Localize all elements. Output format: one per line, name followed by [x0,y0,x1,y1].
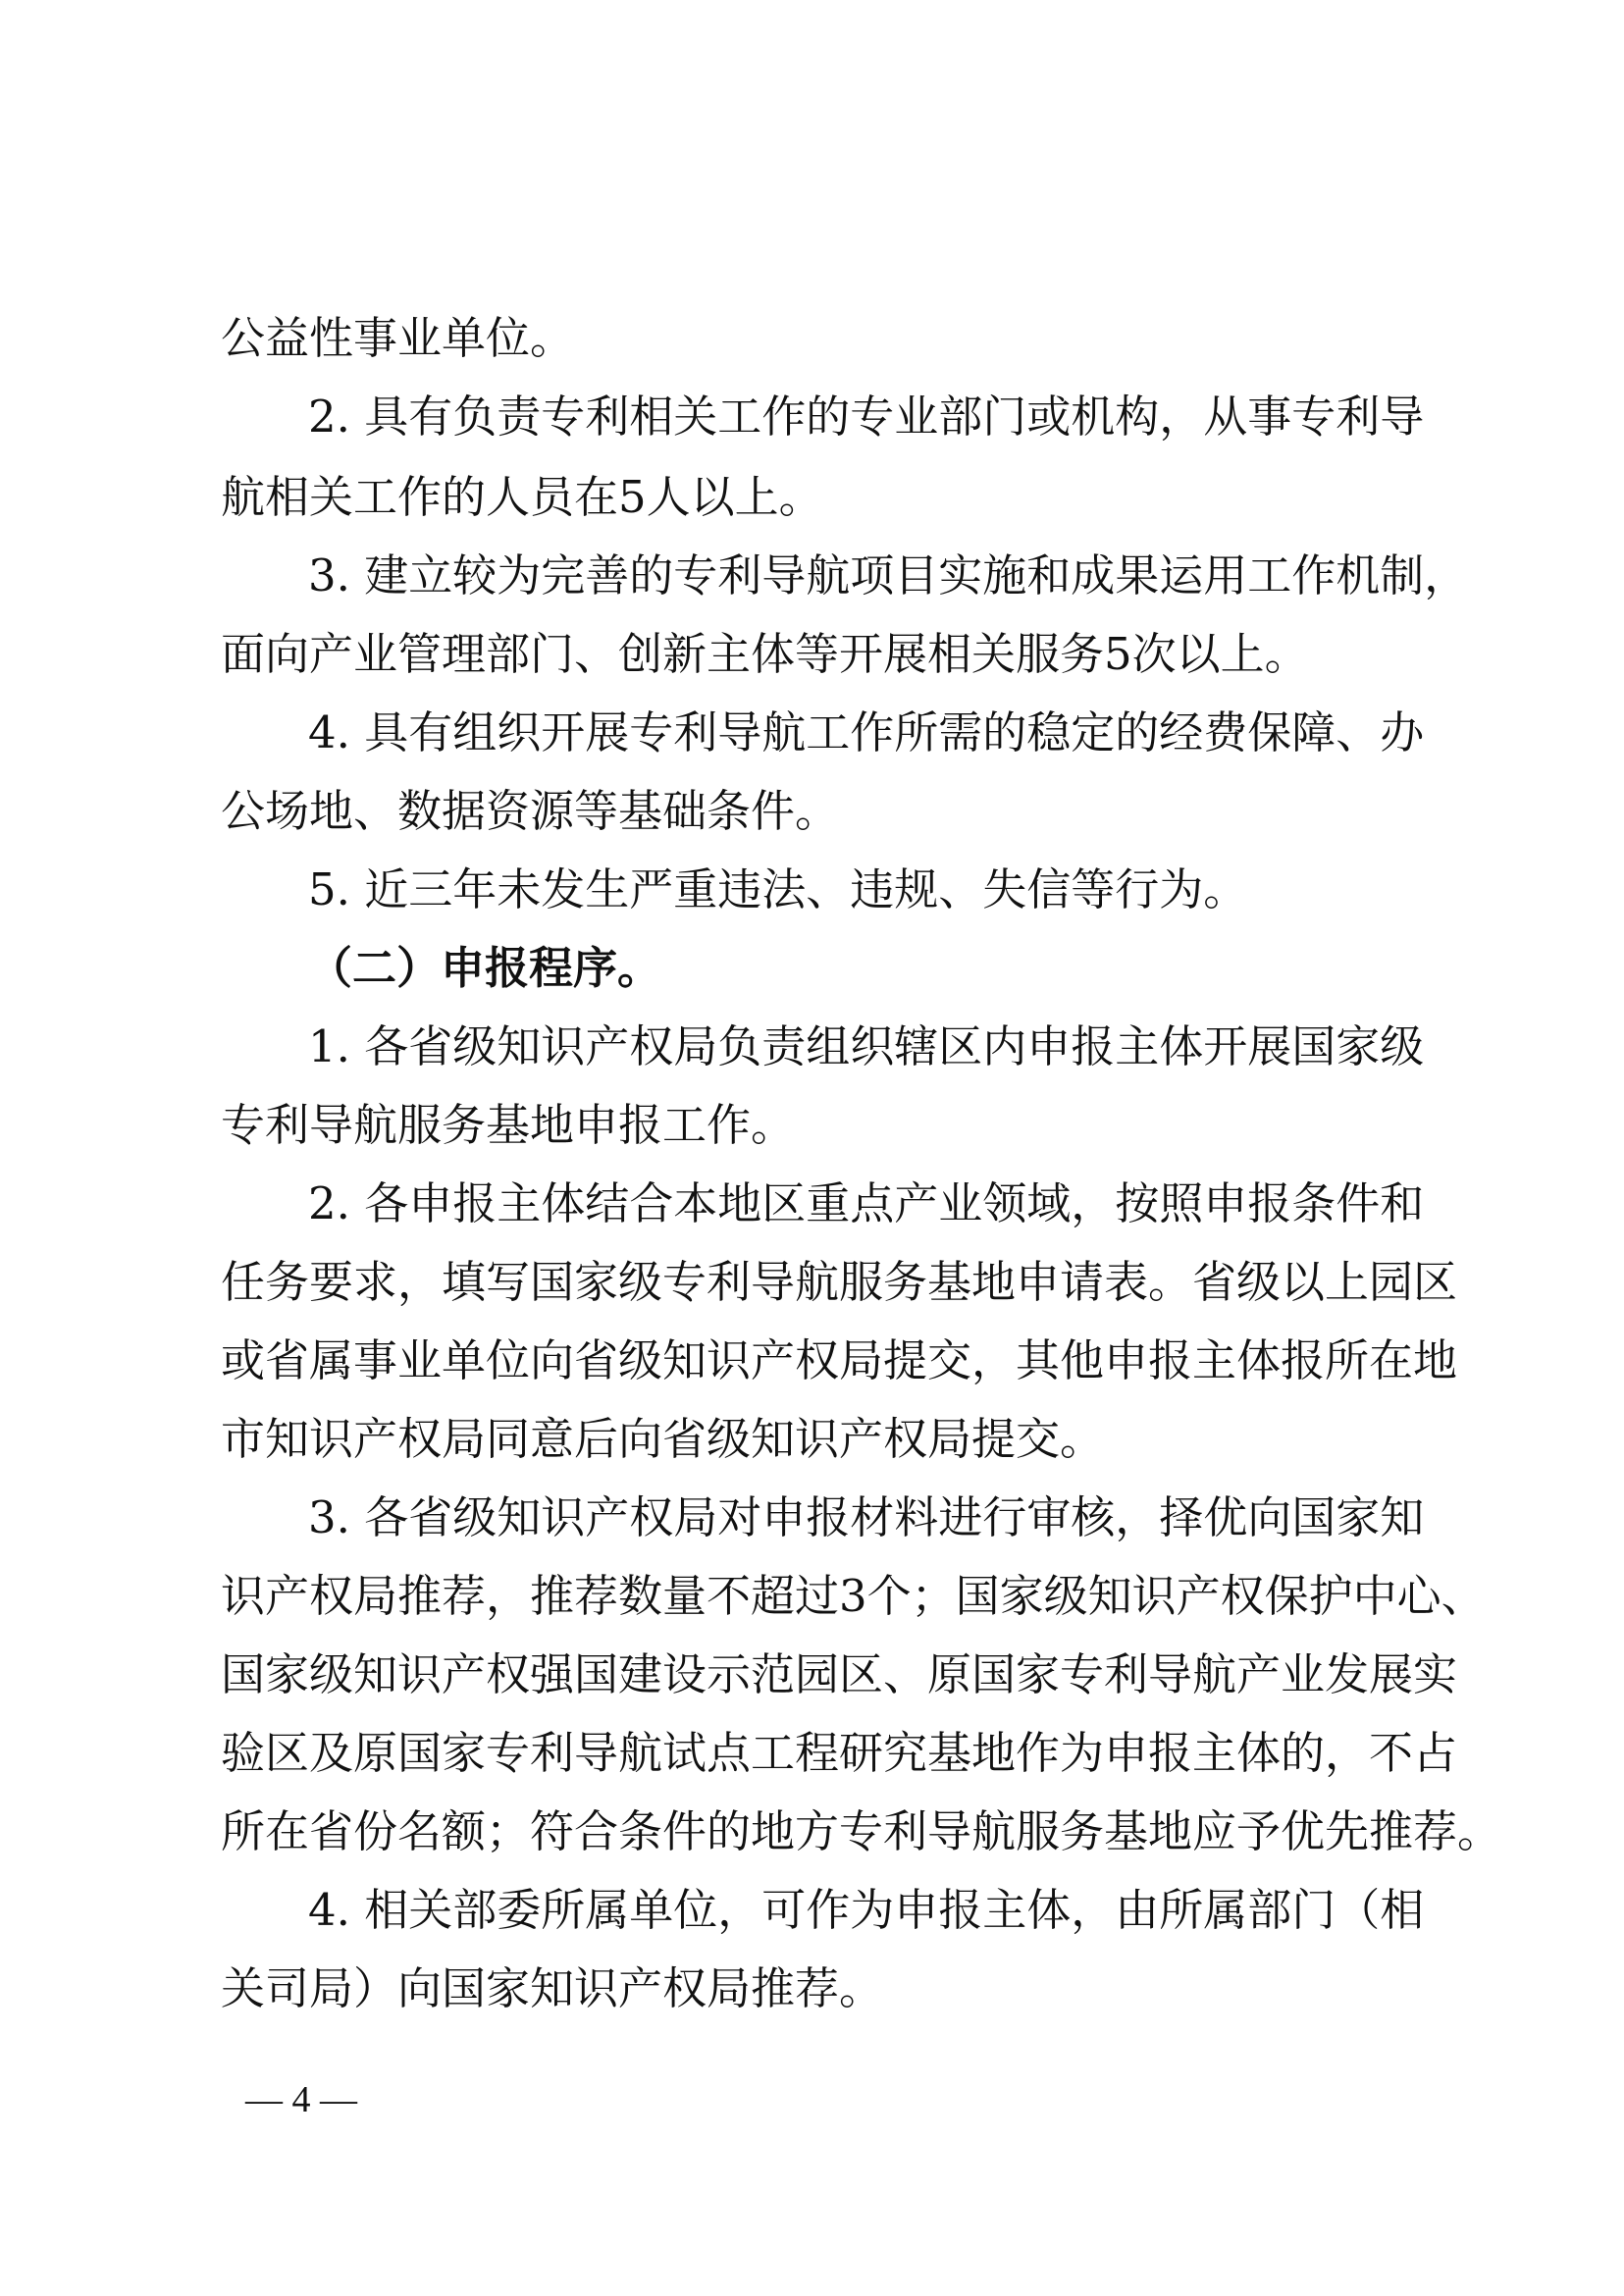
text-line: 关司局）向国家知识产权局推荐。 [221,1962,884,2014]
text-line: 1. 各省级知识产权局负责组织辖区内申报主体开展国家级 [308,1020,1425,1072]
text-line: 专利导航服务基地申报工作。 [221,1099,796,1151]
text-line: 任务要求，填写国家级专利导航服务基地申请表。省级以上园区 [221,1256,1458,1308]
text-line: 2. 具有负责专利相关工作的专业部门或机构，从事专利导 [308,391,1425,443]
text-line: 航相关工作的人员在5人以上。 [221,471,823,523]
text-line: 3. 各省级知识产权局对申报材料进行审核，择优向国家知 [308,1491,1425,1543]
text-line: 4. 具有组织开展专利导航工作所需的稳定的经费保障、办 [308,706,1425,758]
section-heading: （二）申报程序。 [308,942,662,994]
text-line: 或省属事业单位向省级知识产权局提交，其他申报主体报所在地 [221,1334,1458,1386]
text-line: 验区及原国家专利导航试点工程研究基地作为申报主体的，不占 [221,1727,1458,1779]
text-line: 市知识产权局同意后向省级知识产权局提交。 [221,1413,1105,1465]
text-line: 面向产业管理部门、创新主体等开展相关服务5次以上。 [221,628,1309,680]
text-line: 5. 近三年未发生严重违法、违规、失信等行为。 [308,863,1248,915]
text-line: 2. 各申报主体结合本地区重点产业领域，按照申报条件和 [308,1177,1425,1229]
text-line: 公场地、数据资源等基础条件。 [221,785,840,837]
text-line: 识产权局推荐，推荐数量不超过3个；国家级知识产权保护中心、 [221,1570,1486,1622]
text-line: 国家级知识产权强国建设示范园区、原国家专利导航产业发展实 [221,1648,1458,1700]
text-line: 所在省份名额；符合条件的地方专利导航服务基地应予优先推荐。 [221,1805,1502,1857]
page-number: — 4 — [245,2079,357,2120]
text-line: 4. 相关部委所属单位，可作为申报主体，由所属部门（相 [308,1884,1425,1936]
text-line: 公益性事业单位。 [221,312,575,364]
text-line: 3. 建立较为完善的专利导航项目实施和成果运用工作机制， [308,549,1469,601]
